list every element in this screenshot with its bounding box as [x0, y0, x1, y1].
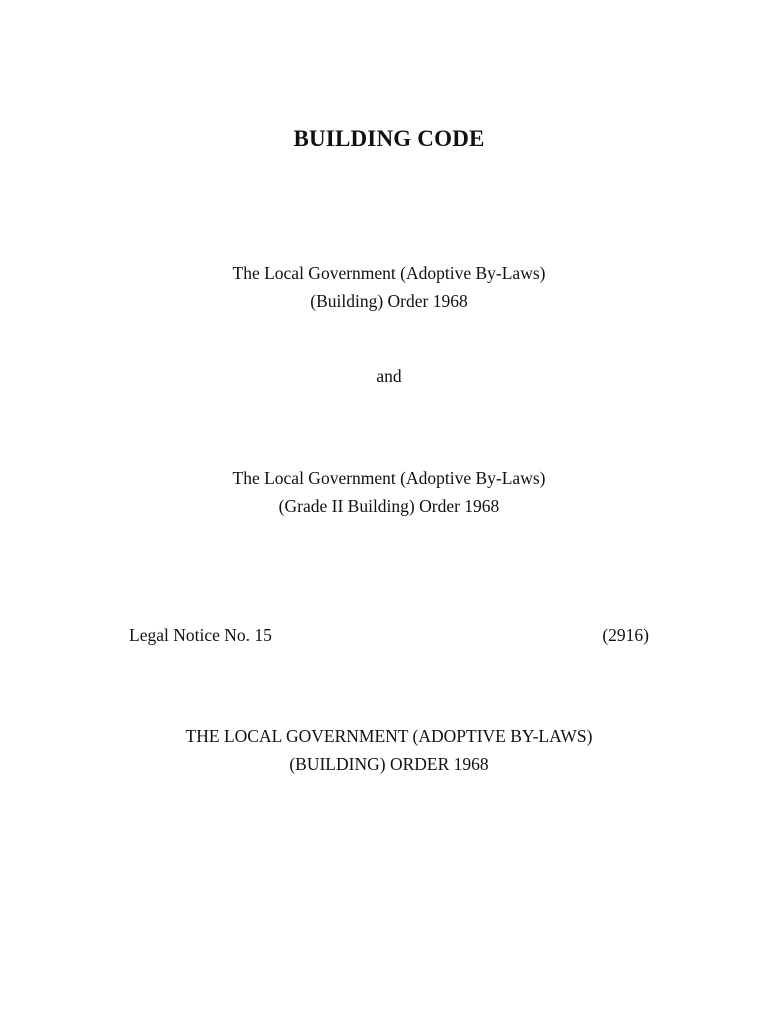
order-caps-title — [0, 722, 768, 778]
order-one-line-2: (Building) Order 1968 — [310, 291, 468, 311]
caps-title-line-2: (BUILDING) ORDER 1968 — [289, 754, 489, 774]
legal-notice-reference: (2916) — [602, 625, 649, 645]
order-two-block — [0, 464, 768, 520]
order-one-line-1: The Local Government (Adoptive By-Laws) — [232, 263, 546, 283]
legal-notice-row — [129, 621, 649, 649]
document-title: BUILDING CODE — [293, 126, 485, 151]
order-one-block — [0, 259, 768, 315]
order-two-line-1: The Local Government (Adoptive By-Laws) — [232, 468, 546, 488]
legal-notice-label: Legal Notice No. 15 — [129, 625, 272, 645]
order-two-line-2: (Grade II Building) Order 1968 — [278, 496, 500, 516]
conjunction-text: and — [376, 366, 402, 386]
caps-title-line-1: THE LOCAL GOVERNMENT (ADOPTIVE BY-LAWS) — [185, 726, 593, 746]
